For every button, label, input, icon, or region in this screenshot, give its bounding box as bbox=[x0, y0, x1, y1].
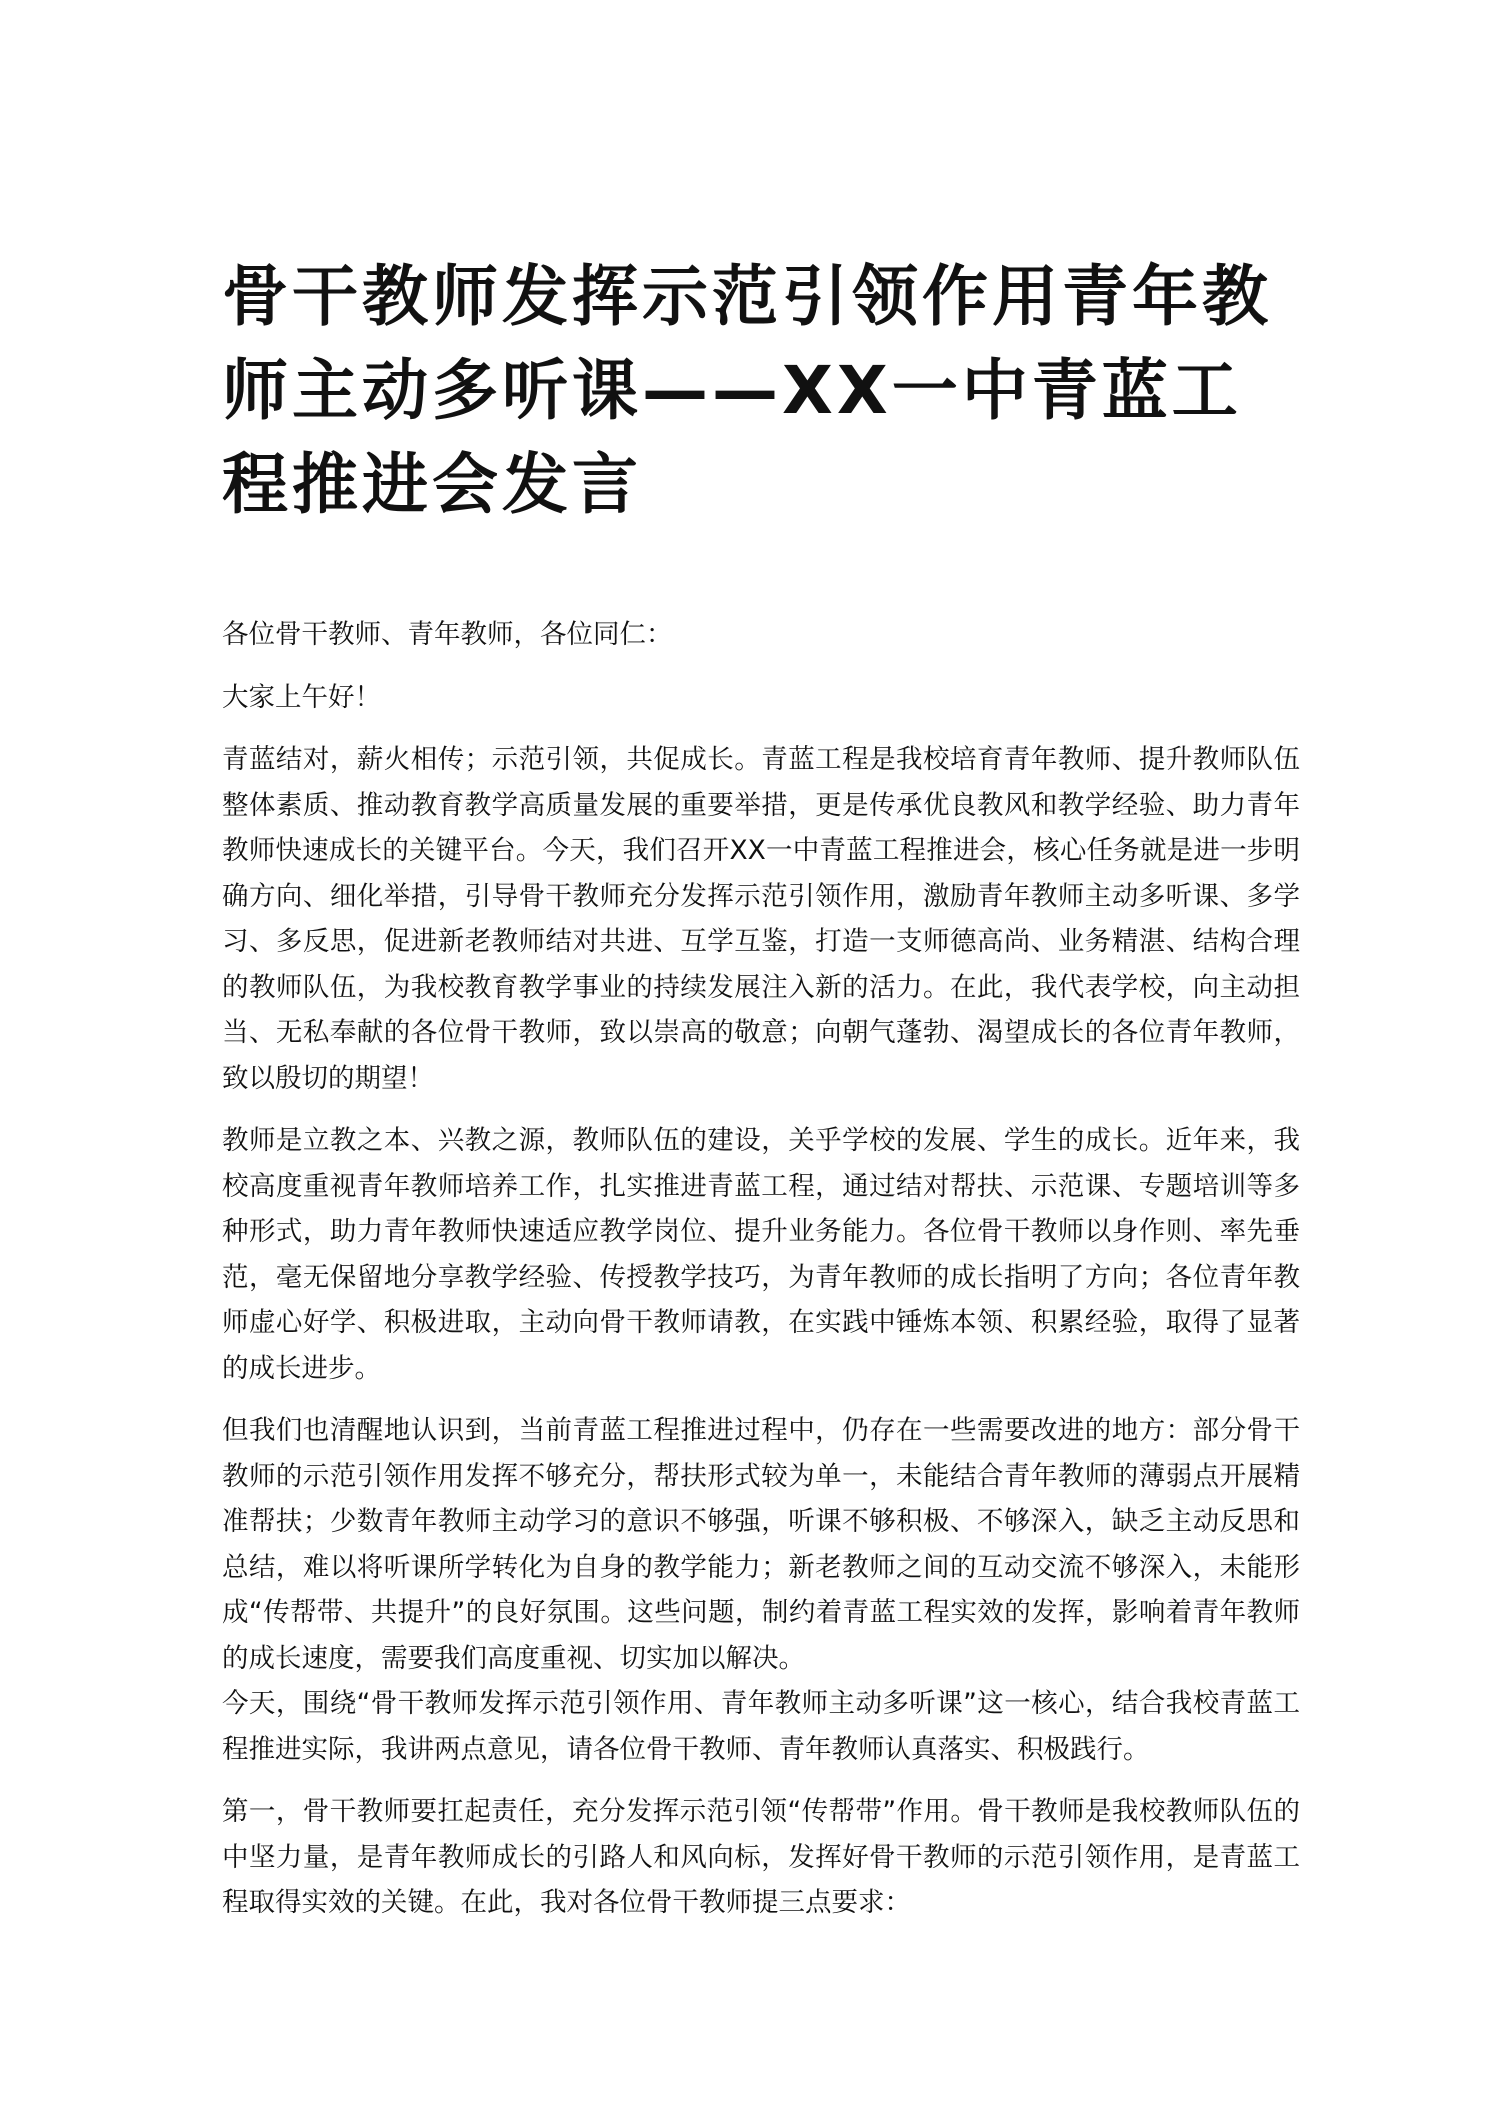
first-point-paragraph: 第一，骨干教师要扛起责任，充分发挥示范引领“传帮带”作用。骨干教师是我校教师队伍的中坚力量，是青年教师成长的引路人和风向标，发挥好骨干教师的示范引领作用，是青蓝工程取得实效的关键。在此，我对各位骨干教师提三点要求： bbox=[222, 1796, 1300, 1918]
greeting-paragraph: 大家上午好！ bbox=[222, 681, 381, 713]
background-paragraph: 教师是立教之本、兴教之源，教师队伍的建设，关乎学校的发展、学生的成长。近年来，我校高度重视青年教师培养工作，扎实推进青蓝工程，通过结对帮扶、示范课、专题培训等多种形式，助力青年教师快速适应教学岗位、提升业务能力。各位骨干教师以身作则、率先垂范，毫无保留地分享教学经验、传授教学技巧，为青年教师的成长指明了方向；各位青年教师虚心好学、积极进取，主动向骨干教师请教，在实践中锤炼本领、积累经验，取得了显著的成长进步。 bbox=[222, 1125, 1300, 1384]
document-body bbox=[222, 612, 1300, 1926]
document-title: 骨干教师发挥示范引领作用青年教师主动多听课——XX一中青蓝工程推进会发言 bbox=[222, 258, 1272, 523]
topic-paragraph: 今天，围绕“骨干教师发挥示范引领作用、青年教师主动多听课”这一核心，结合我校青蓝工程推进实际，我讲两点意见，请各位骨干教师、青年教师认真落实、积极践行。 bbox=[222, 1688, 1300, 1765]
intro-paragraph: 青蓝结对，薪火相传；示范引领，共促成长。青蓝工程是我校培育青年教师、提升教师队伍整体素质、推动教育教学高质量发展的重要举措，更是传承优良教风和教学经验、助力青年教师快速成长的关键平台。今天，我们召开XX一中青蓝工程推进会，核心任务就是进一步明确方向、细化举措，引导骨干教师充分发挥示范引领作用，激励青年教师主动多听课、多学习、多反思，促进新老教师结对共进、互学互鉴，打造一支师德高尚、业务精湛、结构合理的教师队伍，为我校教育教学事业的持续发展注入新的活力。在此，我代表学校，向主动担当、无私奉献的各位骨干教师，致以崇高的敬意；向朝气蓬勃、渴望成长的各位青年教师，致以殷切的期望！ bbox=[222, 744, 1300, 1094]
problems-paragraph: 但我们也清醒地认识到，当前青蓝工程推进过程中，仍存在一些需要改进的地方：部分骨干教师的示范引领作用发挥不够充分，帮扶形式较为单一，未能结合青年教师的薄弱点开展精准帮扶；少数青年教师主动学习的意识不够强，听课不够积极、不够深入，缺乏主动反思和总结，难以将听课所学转化为自身的教学能力；新老教师之间的互动交流不够深入，未能形成“传帮带、共提升”的良好氛围。这些问题，制约着青蓝工程实效的发挥，影响着青年教师的成长速度，需要我们高度重视、切实加以解决。 bbox=[222, 1415, 1300, 1674]
salutation-paragraph: 各位骨干教师、青年教师，各位同仁： bbox=[222, 619, 673, 650]
